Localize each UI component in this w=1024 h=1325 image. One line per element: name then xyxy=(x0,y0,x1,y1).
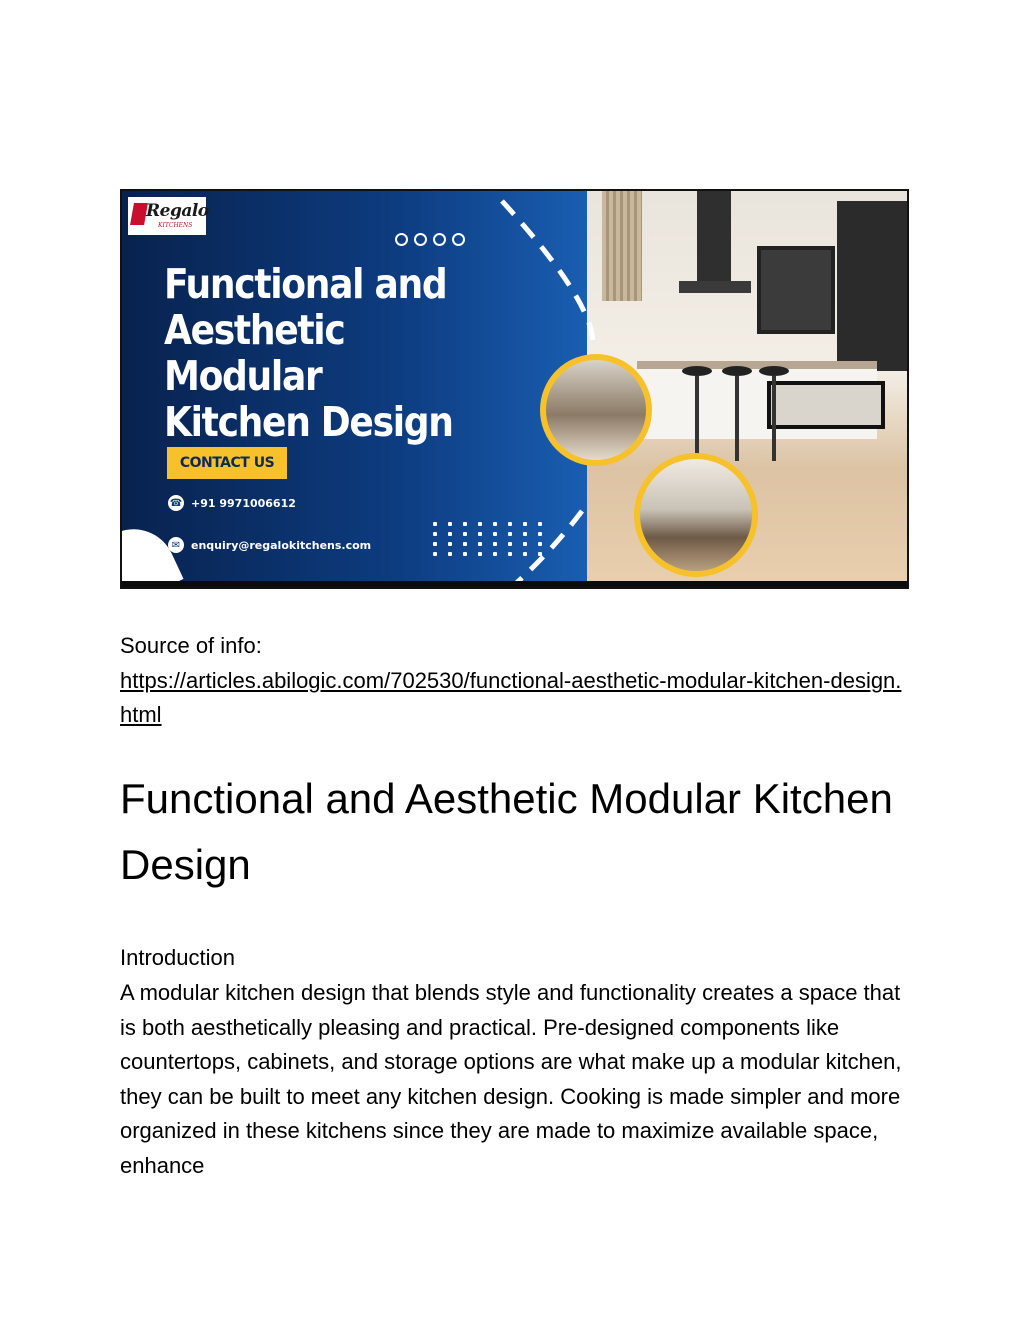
phone-icon: ☎ xyxy=(168,495,184,511)
kitchen-thumbnail-2 xyxy=(634,453,758,577)
banner-image xyxy=(120,189,909,589)
regalo-logo xyxy=(128,197,209,235)
contact-us-button: CONTACT US xyxy=(167,447,287,479)
source-label: Source of info: xyxy=(120,633,262,658)
kitchen-window xyxy=(757,246,835,334)
phone-line xyxy=(168,495,296,511)
banner-bottom-bar xyxy=(122,581,907,587)
decorative-circles xyxy=(395,233,465,246)
intro-heading: Introduction xyxy=(120,945,235,970)
email-address: enquiry@regalokitchens.com xyxy=(191,538,372,552)
banner-title xyxy=(164,261,481,445)
kitchen-thumbnail-1 xyxy=(540,354,652,466)
dot-grid-decoration xyxy=(433,522,544,556)
page-title: Functional and Aesthetic Modular Kitchen Design xyxy=(120,775,893,888)
banner-title-line: Kitchen Design xyxy=(164,398,453,446)
phone-number: +91 9971006612 xyxy=(191,496,296,510)
chimney-hood-base xyxy=(679,281,751,293)
logo-name: Regalo xyxy=(146,201,209,221)
email-line xyxy=(168,537,371,553)
banner-title-line: Functional and xyxy=(164,260,447,308)
chimney-hood xyxy=(697,191,731,286)
source-link[interactable]: https://articles.abilogic.com/702530/functional-aesthetic-modular-kitchen-design.html xyxy=(120,668,902,727)
mail-icon: ✉ xyxy=(168,537,184,553)
banner-title-line: Aesthetic Modular xyxy=(164,306,345,400)
logo-sub: KITCHENS xyxy=(158,222,193,229)
intro-paragraph: A modular kitchen design that blends style and functionality creates a space that is both aesthetically pleasing and practical. Pre-designed components like countertops, cabinets, and storage options are what make up a modular kitchen, they can be built to meet any kitchen design. Cooking is made simpler and more organized in these kitchens since they are made to maximize available space, enhance xyxy=(120,980,902,1178)
